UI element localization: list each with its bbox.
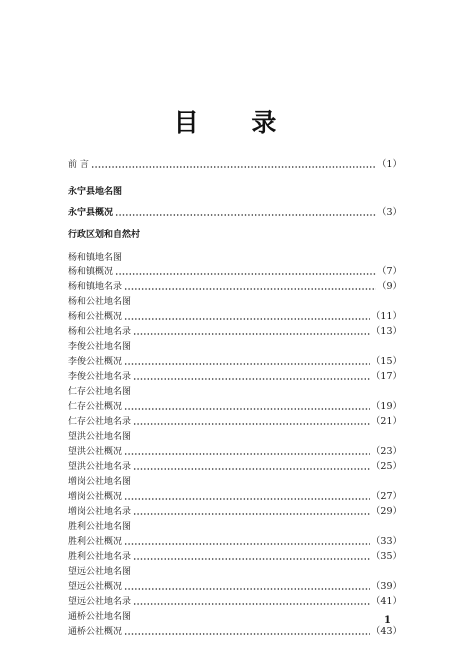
- toc-entry-label: 胜利公社概况: [68, 537, 123, 547]
- toc-entry-page: （29）: [370, 506, 402, 517]
- dot-leader: [133, 558, 370, 560]
- toc-entry: [68, 622, 402, 638]
- toc-entry-page: （43）: [370, 626, 402, 637]
- toc-entry: [68, 457, 402, 473]
- toc-entry-label: 前 言: [68, 160, 89, 170]
- dot-leader: [124, 288, 376, 290]
- toc-entry-page: （19）: [370, 401, 402, 412]
- toc-entry: [68, 155, 402, 171]
- dot-leader: [124, 498, 370, 500]
- toc-entry-label: 增岗公社地名录: [68, 507, 132, 517]
- toc-entry: [68, 367, 402, 383]
- toc-entry-page: （21）: [370, 416, 402, 427]
- toc-entry: [68, 352, 402, 368]
- toc-entry-page: （25）: [370, 461, 402, 472]
- toc-entry-label: 增岗公社概况: [68, 492, 123, 502]
- toc-entry-label: 李俊公社地名图: [68, 342, 132, 352]
- dot-leader: [91, 166, 376, 168]
- toc-entry-label: 永宁县地名图: [68, 187, 123, 197]
- toc-entry-label: 杨和镇地名图: [68, 253, 123, 263]
- toc-entry-label: 杨和公社概况: [68, 312, 123, 322]
- toc-entry-label: 仁存公社地名录: [68, 417, 132, 427]
- dot-leader: [133, 513, 370, 515]
- toc-entry-page: （11）: [370, 311, 402, 322]
- toc-entry-label: 望远公社地名录: [68, 597, 132, 607]
- page-title: 目 录: [173, 108, 299, 137]
- toc-entry: [68, 397, 402, 413]
- dot-leader: [115, 273, 376, 275]
- toc-entry-label: 行政区划和自然村: [68, 230, 141, 240]
- toc-entry-page: （33）: [370, 536, 402, 547]
- dot-leader: [133, 468, 370, 470]
- dot-leader: [124, 363, 370, 365]
- toc-entry-label: 李俊公社地名录: [68, 372, 132, 382]
- toc-entry: [68, 322, 402, 338]
- toc-entry: [68, 472, 402, 488]
- toc-entry-label: 胜利公社地名图: [68, 522, 132, 532]
- toc-entry-page: （41）: [370, 596, 402, 607]
- toc-entry-label: 永宁县概况: [68, 208, 114, 218]
- toc-entry-label: 杨和镇地名录: [68, 282, 123, 292]
- toc-entry-page: （1）: [376, 159, 402, 170]
- toc-entry: [68, 532, 402, 548]
- toc-entry-label: 杨和镇概况: [68, 267, 114, 277]
- toc-entry-page: （3）: [376, 207, 402, 218]
- toc-entry: [68, 337, 402, 353]
- toc-entry: [68, 607, 402, 623]
- toc-entry: [68, 307, 402, 323]
- dot-leader: [115, 214, 376, 216]
- toc-entry-page: （39）: [370, 581, 402, 592]
- toc-entry: [68, 442, 402, 458]
- dot-leader: [133, 333, 370, 335]
- toc-entry-page: （7）: [376, 266, 402, 277]
- dot-leader: [133, 378, 370, 380]
- dot-leader: [124, 588, 370, 590]
- toc-entry: [68, 547, 402, 563]
- toc-entry-page: （35）: [370, 551, 402, 562]
- toc-entry-label: 胜利公社地名录: [68, 552, 132, 562]
- toc-entry-page: （13）: [370, 326, 402, 337]
- toc-entry-label: 通桥公社地名图: [68, 612, 132, 622]
- toc-entry-label: 望远公社概况: [68, 582, 123, 592]
- toc-entry-label: 望洪公社地名录: [68, 462, 132, 472]
- toc-entry-label: 通桥公社概况: [68, 627, 123, 637]
- page-number: 1: [384, 615, 391, 626]
- toc-entry-label: 望远公社地名图: [68, 567, 132, 577]
- toc-entry-page: （9）: [376, 281, 402, 292]
- toc-entry: [68, 412, 402, 428]
- toc-entry-label: 仁存公社概况: [68, 402, 123, 412]
- toc-entry: [68, 502, 402, 518]
- toc-entry: [68, 592, 402, 608]
- toc-entry-label: 仁存公社地名图: [68, 387, 132, 397]
- toc-entry: [68, 292, 402, 308]
- toc-entry: [68, 225, 402, 241]
- dot-leader: [124, 318, 370, 320]
- toc-entry: [68, 427, 402, 443]
- toc-entry-page: （17）: [370, 371, 402, 382]
- toc-entry: [68, 487, 402, 503]
- toc-entry-label: 杨和公社地名录: [68, 327, 132, 337]
- dot-leader: [124, 543, 370, 545]
- toc-entry: [68, 382, 402, 398]
- toc-entry-label: 望洪公社概况: [68, 447, 123, 457]
- toc-entry: [68, 562, 402, 578]
- toc-entry-label: 杨和公社地名图: [68, 297, 132, 307]
- toc-entry-page: （27）: [370, 491, 402, 502]
- toc-entry-label: 李俊公社概况: [68, 357, 123, 367]
- toc-entry: [68, 203, 402, 219]
- toc-entry: [68, 277, 402, 293]
- toc-entry-page: （15）: [370, 356, 402, 367]
- dot-leader: [133, 423, 370, 425]
- dot-leader: [124, 633, 370, 635]
- toc-entry: [68, 517, 402, 533]
- dot-leader: [133, 603, 370, 605]
- toc-entry-label: 增岗公社地名图: [68, 477, 132, 487]
- dot-leader: [124, 453, 370, 455]
- dot-leader: [124, 408, 370, 410]
- toc-entry: [68, 262, 402, 278]
- toc-entry: [68, 182, 402, 198]
- toc-entry-page: （23）: [370, 446, 402, 457]
- toc-entry-label: 望洪公社地名图: [68, 432, 132, 442]
- toc-entry: [68, 577, 402, 593]
